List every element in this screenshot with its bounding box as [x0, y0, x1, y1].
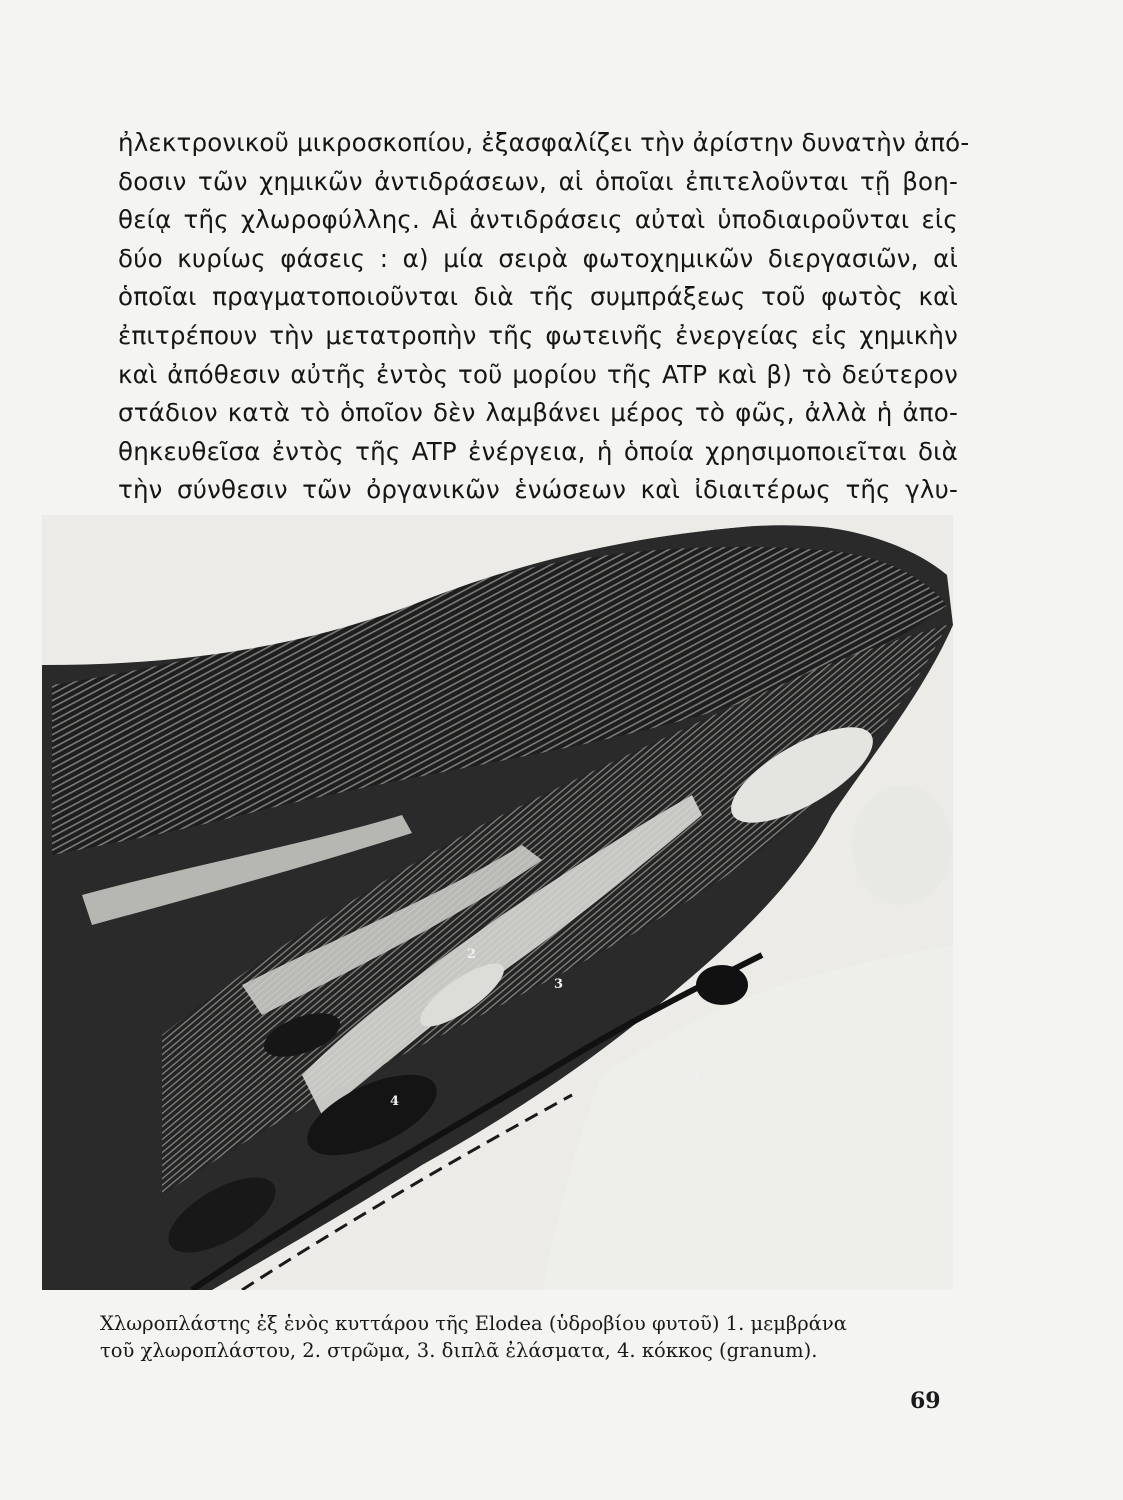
- text-line: καὶ ἀπόθεσιν αὐτῆς ἐντὸς τοῦ μορίου τῆς ATP καὶ β) τὸ δεύτερον: [118, 359, 958, 389]
- caption-line: τοῦ χλωροπλάστου, 2. στρῶμα, 3. διπλᾶ ἐλάσματα, 4. κόκκος (granum).: [100, 1339, 818, 1362]
- figure-label-3: 3: [554, 977, 564, 992]
- text-line: δοσιν τῶν χημικῶν ἀντιδράσεων, αἱ ὁποῖαι ἐπιτελοῦνται τῇ βοη-: [118, 166, 958, 196]
- text-line: ἐπιτρέπουν τὴν μετατροπὴν τῆς φωτεινῆς ἐνεργείας εἰς χημικὴν: [118, 320, 958, 350]
- text-line: δύο κυρίως φάσεις : α) μία σειρὰ φωτοχημικῶν διεργασιῶν, αἱ: [118, 243, 958, 273]
- text-line: στάδιον κατὰ τὸ ὁποῖον δὲν λαμβάνει μέρος τὸ φῶς, ἀλλὰ ἡ ἀπο-: [118, 398, 958, 428]
- micrograph-image: [42, 515, 953, 1290]
- text-line: ὁποῖαι πραγματοποιοῦνται διὰ τῆς συμπράξεως τοῦ φωτὸς καὶ: [118, 282, 958, 312]
- caption-line: Χλωροπλάστης ἐξ ἑνὸς κυττάρου τῆς Elodea (ὑδροβίου φυτοῦ) 1. μεμβράνα: [100, 1312, 847, 1335]
- figure-label-2: 2: [467, 947, 477, 962]
- body-paragraph: [118, 124, 970, 549]
- text-line: τὴν σύνθεσιν τῶν ὀργανικῶν ἑνώσεων καὶ ἰδιαιτέρως τῆς γλυ-: [118, 475, 958, 505]
- text-line: ἠλεκτρονικοῦ μικροσκοπίου, ἐξασφαλίζει τὴν ἀρίστην δυνατὴν ἀπό-: [118, 128, 970, 157]
- page-number: 69: [910, 1388, 941, 1414]
- figure-label-1: 1: [692, 1070, 702, 1085]
- figure-label-4: 4: [390, 1094, 400, 1109]
- text-line: θείᾳ τῆς χλωροφύλλης. Αἱ ἀντιδράσεις αὐταὶ ὑποδιαιροῦνται εἰς: [118, 205, 958, 235]
- figure-caption: [100, 1310, 946, 1364]
- text-line: θηκευθεῖσα ἐντὸς τῆς ATP ἐνέργεια, ἡ ὁποία χρησιμοποιεῖται διὰ: [118, 436, 958, 466]
- chloroplast-micrograph: [42, 515, 953, 1290]
